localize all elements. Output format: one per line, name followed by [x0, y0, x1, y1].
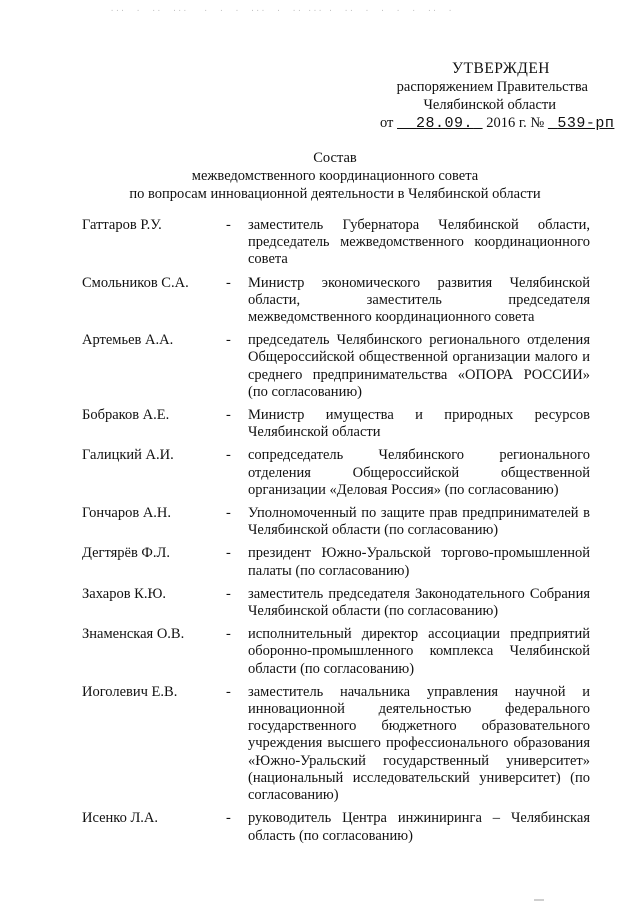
approval-line-region: Челябинской области: [423, 97, 556, 113]
member-dash: -: [226, 274, 231, 291]
member-row: [82, 505, 590, 539]
member-name: Иоголевич Е.В.: [82, 683, 178, 700]
title-line-3: по вопросам инновационной деятельности в Челябинской области: [129, 186, 541, 202]
member-dash: -: [226, 217, 231, 233]
member-dash: -: [226, 447, 231, 464]
member-dash: -: [226, 545, 231, 562]
number-label: №: [530, 115, 545, 131]
member-name: Галицкий А.И.: [82, 447, 174, 464]
member-dash: -: [226, 626, 231, 643]
member-row: [82, 332, 590, 401]
member-name: Гаттаров Р.У.: [82, 217, 162, 233]
member-name: Гончаров А.Н.: [82, 505, 172, 522]
member-name: Знаменская О.В.: [82, 626, 185, 643]
member-row: [82, 275, 590, 327]
member-row: [82, 684, 590, 804]
approval-stamp: [380, 60, 615, 133]
member-role: Уполномоченный по защите прав предпринимателей в Челябинской области (по согласованию): [248, 505, 590, 539]
member-role: заместитель председателя Законодательного Собрания Челябинской области (по согласованию): [248, 585, 590, 620]
approval-title: УТВЕРЖДЕН: [452, 60, 550, 77]
member-role: заместитель Губернатора Челябинской области, председатель межведомственного координационного совета: [248, 217, 590, 268]
members-list: [82, 217, 590, 851]
member-row: [82, 586, 590, 620]
member-dash: -: [226, 683, 231, 700]
member-role: заместитель начальника управления научной и инновационной деятельностью федерального государственного бюджетного образовательного учреждения высшего профессионального образования «Южно-Уральский государственный университет» (национальный исследовательский университет) (по согласованию): [248, 683, 590, 804]
title-line-2: межведомственного координационного совета: [191, 168, 479, 184]
member-dash: -: [226, 407, 231, 424]
page-mark: [534, 899, 544, 901]
member-name: Дегтярёв Ф.Л.: [82, 545, 170, 562]
date-year: 2016 г.: [486, 115, 527, 131]
member-row: [82, 545, 590, 579]
member-name: Смольников С.А.: [82, 274, 189, 291]
member-role: сопредседатель Челябинского регионального отделения Общероссийской общественной организации «Деловая Россия» (по согласованию): [248, 447, 590, 498]
member-name: Исенко Л.А.: [82, 810, 159, 827]
title-line-1: Состав: [313, 150, 357, 166]
scan-artifact: ... . .. ... . . . ... . .. ... . .. . . . . .. .: [110, 6, 454, 14]
member-dash: -: [226, 505, 231, 522]
member-role: Министр имущества и природных ресурсов Челябинской области: [248, 407, 590, 441]
member-row: [82, 447, 590, 499]
member-row: [82, 217, 590, 269]
member-row: [82, 626, 590, 678]
member-row: [82, 407, 590, 441]
approval-line-decree: распоряжением Правительства: [396, 79, 588, 95]
member-name: Бобраков А.Е.: [82, 407, 170, 424]
member-role: председатель Челябинского регионального отделения Общероссийской общественной организации малого и среднего предпринимательства «ОПОРА РОССИИ» (по согласованию): [248, 332, 590, 400]
member-role: Министр экономического развития Челябинской области, заместитель председателя межведомственного координационного совета: [248, 274, 590, 326]
date-prefix: от: [380, 115, 394, 131]
member-name: Захаров К.Ю.: [82, 585, 166, 602]
member-role: руководитель Центра инжиниринга – Челябинская область (по согласованию): [248, 810, 590, 844]
member-role: президент Южно-Уральской торгово-промышленной палаты (по согласованию): [248, 545, 590, 579]
document-number: 539-рп: [557, 115, 615, 132]
date-value: 28.09.: [416, 115, 474, 132]
member-dash: -: [226, 332, 231, 349]
approval-date-line: [380, 114, 615, 133]
member-row: [82, 810, 590, 844]
member-dash: -: [226, 585, 231, 602]
member-name: Артемьев А.А.: [82, 332, 174, 349]
member-role: исполнительный директор ассоциации предприятий оборонно-промышленного комплекса Челябинской области (по согласованию): [248, 626, 590, 677]
document-title: [80, 149, 590, 203]
member-dash: -: [226, 810, 231, 827]
